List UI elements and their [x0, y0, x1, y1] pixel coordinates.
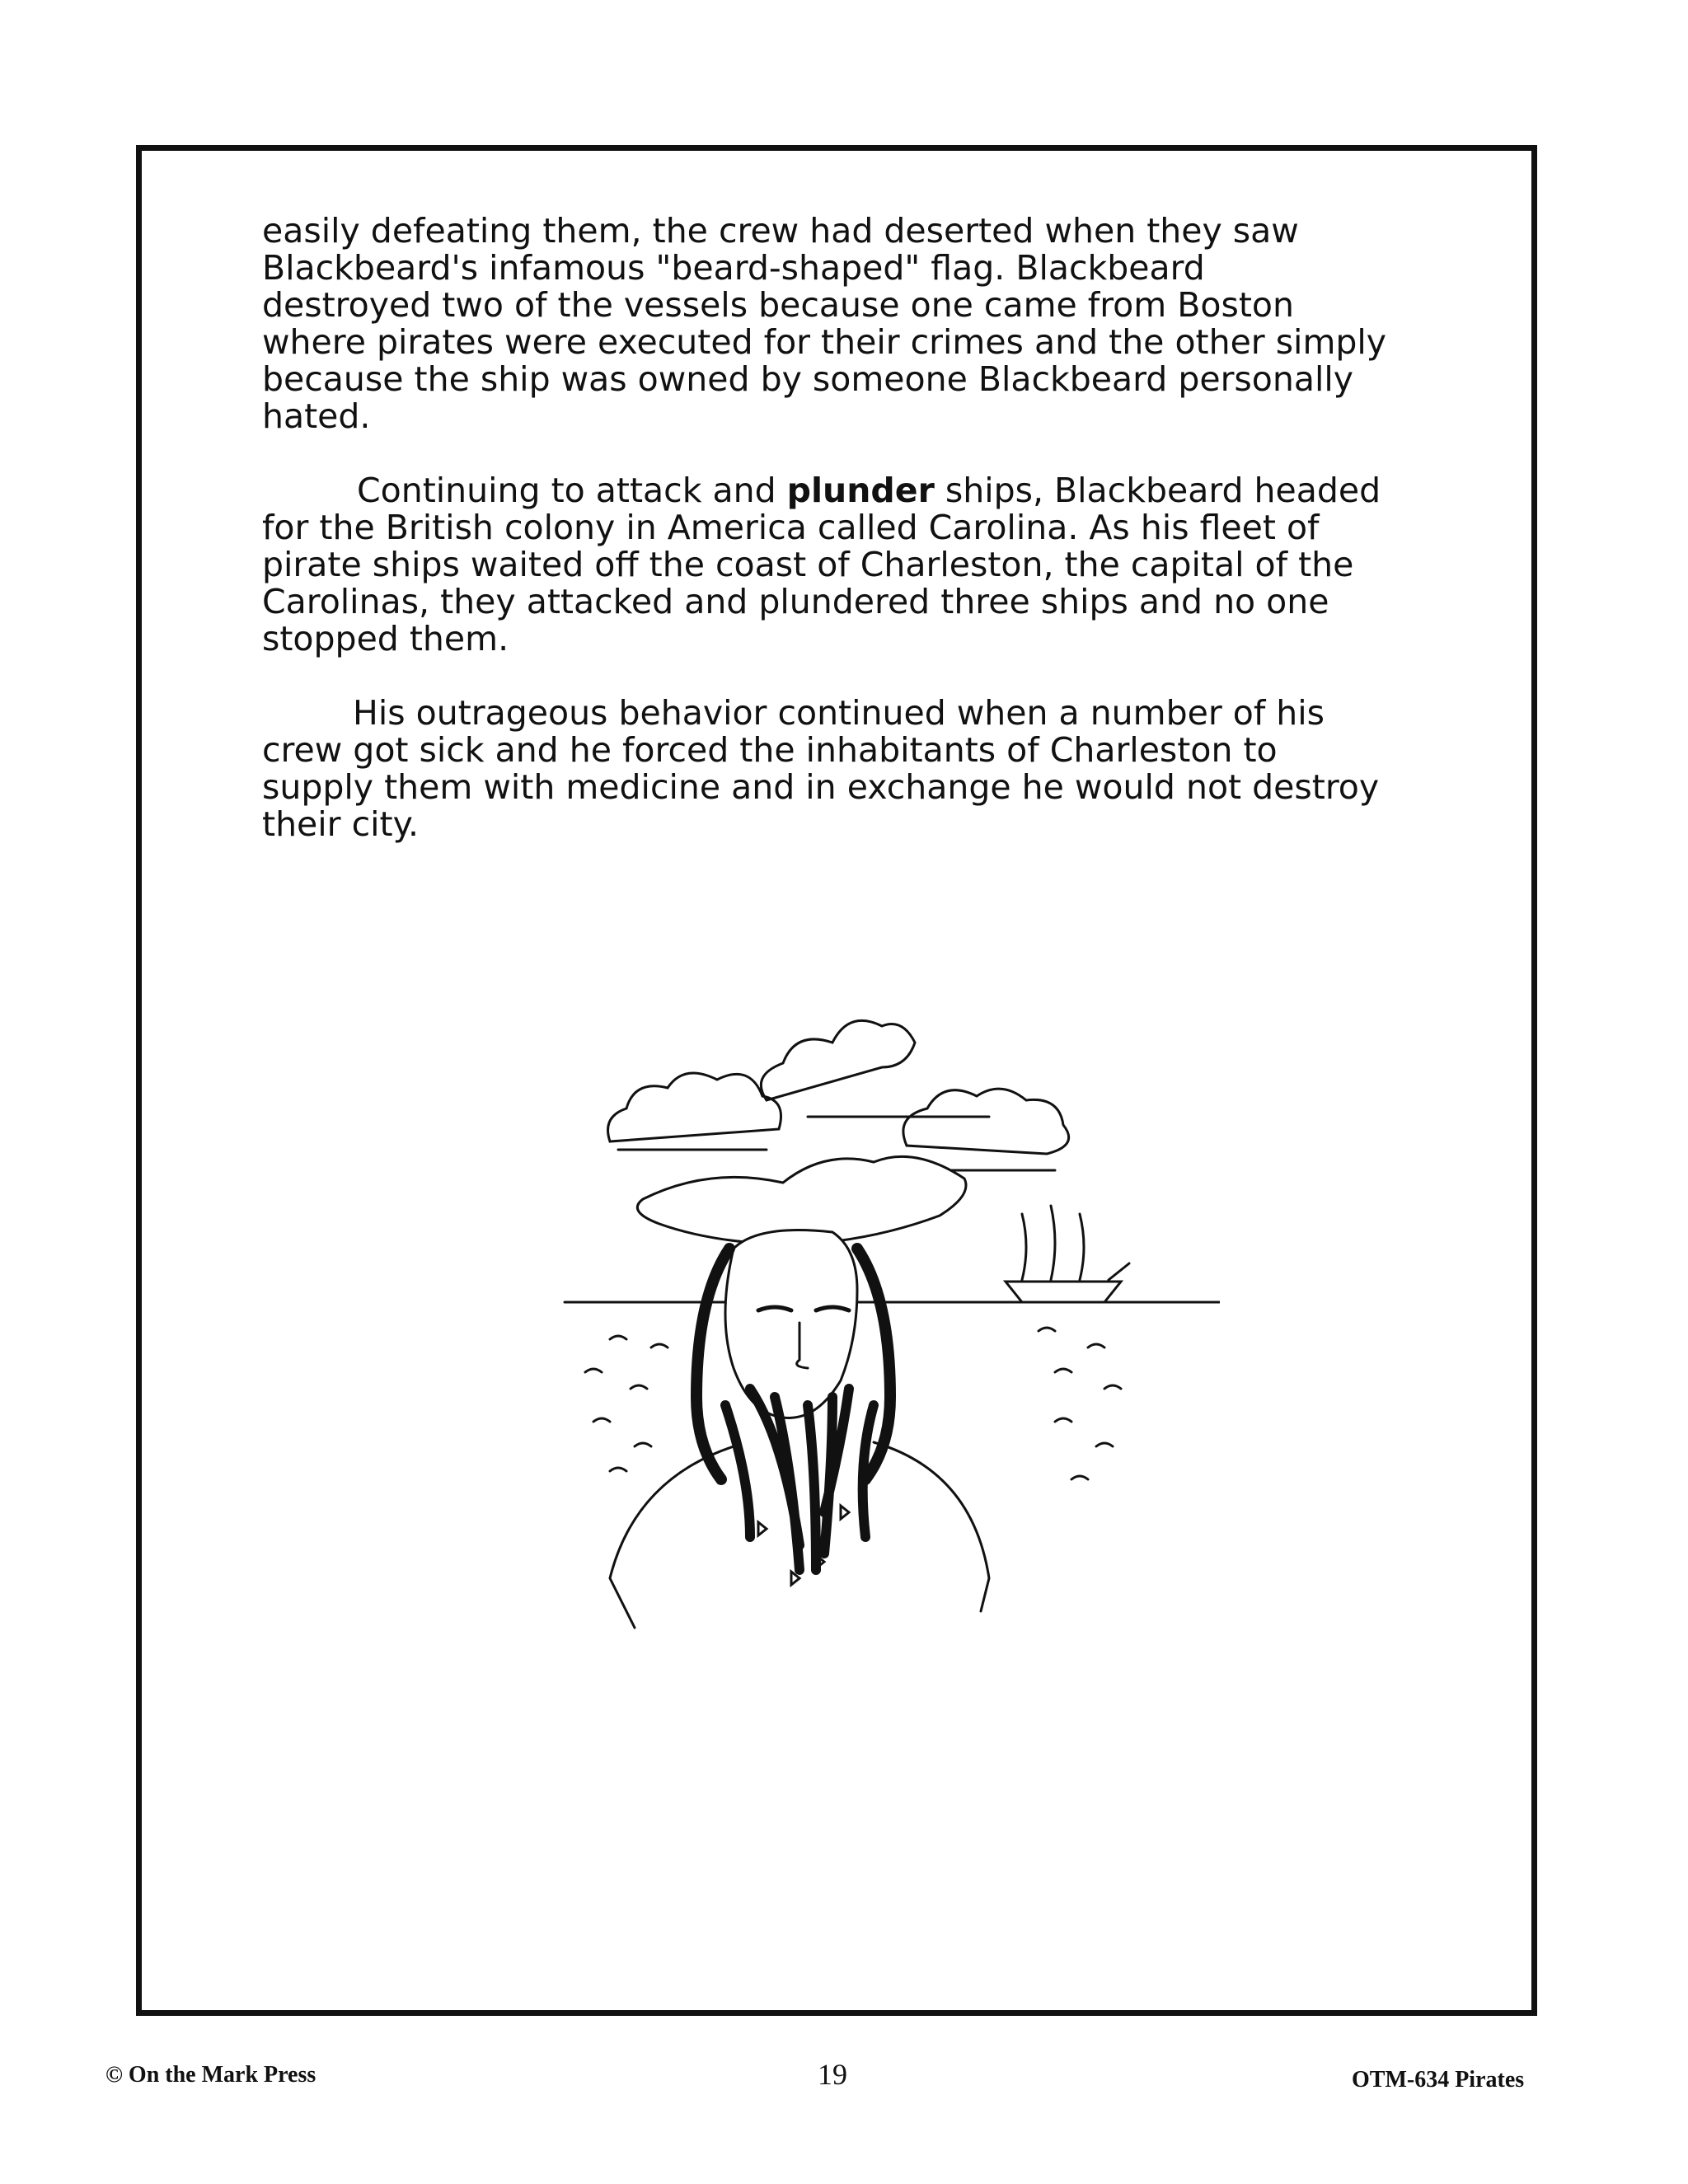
text-line: destroyed two of the vessels because one came from Boston	[262, 285, 1294, 325]
paragraph-2	[262, 472, 1474, 658]
bold-term-plunder: plunder	[786, 471, 935, 510]
text-line: where pirates were executed for their crimes and the other simply	[262, 322, 1387, 362]
text-line: their city.	[262, 804, 420, 844]
footer-book-title: OTM-634 Pirates	[1352, 2067, 1525, 2093]
footer-copyright: © On the Mark Press	[106, 2062, 316, 2088]
text-line: Carolinas, they attacked and plundered three ships and no one	[262, 582, 1329, 621]
cloud-right	[903, 1089, 1069, 1154]
text-line: stopped them.	[262, 619, 509, 658]
cloud-left	[608, 1073, 781, 1141]
paragraph-3	[262, 695, 1474, 843]
text-fragment: Continuing to attack and	[357, 471, 787, 510]
body-text	[262, 213, 1474, 880]
text-line	[262, 472, 1474, 509]
text-line: supply them with medicine and in exchange he would not destroy	[262, 767, 1380, 807]
text-fragment: ships, Blackbeard headed	[934, 471, 1381, 510]
text-line: because the ship was owned by someone Blackbeard personally	[262, 359, 1354, 399]
text-line: Blackbeard's infamous "beard-shaped" flag. Blackbeard	[262, 248, 1205, 288]
text-line: crew got sick and he forced the inhabitants of Charleston to	[262, 730, 1278, 770]
text-line: for the British colony in America called Carolina. As his fleet of	[262, 508, 1320, 547]
head	[725, 1230, 857, 1418]
text-line: easily defeating them, the crew had deserted when they saw	[262, 211, 1299, 251]
ship-sails	[1022, 1206, 1129, 1280]
text-line: pirate ships waited off the coast of Charleston, the capital of the	[262, 545, 1354, 584]
text-line: hated.	[262, 396, 371, 436]
hair-left	[696, 1249, 729, 1479]
page-number: 19	[818, 2058, 847, 2091]
ship-hull	[1006, 1282, 1121, 1302]
cloud-center	[761, 1020, 915, 1100]
paragraph-1	[262, 213, 1474, 435]
text-line: His outrageous behavior continued when a number of his	[353, 693, 1325, 733]
blackbeard-illustration	[560, 1001, 1220, 1743]
